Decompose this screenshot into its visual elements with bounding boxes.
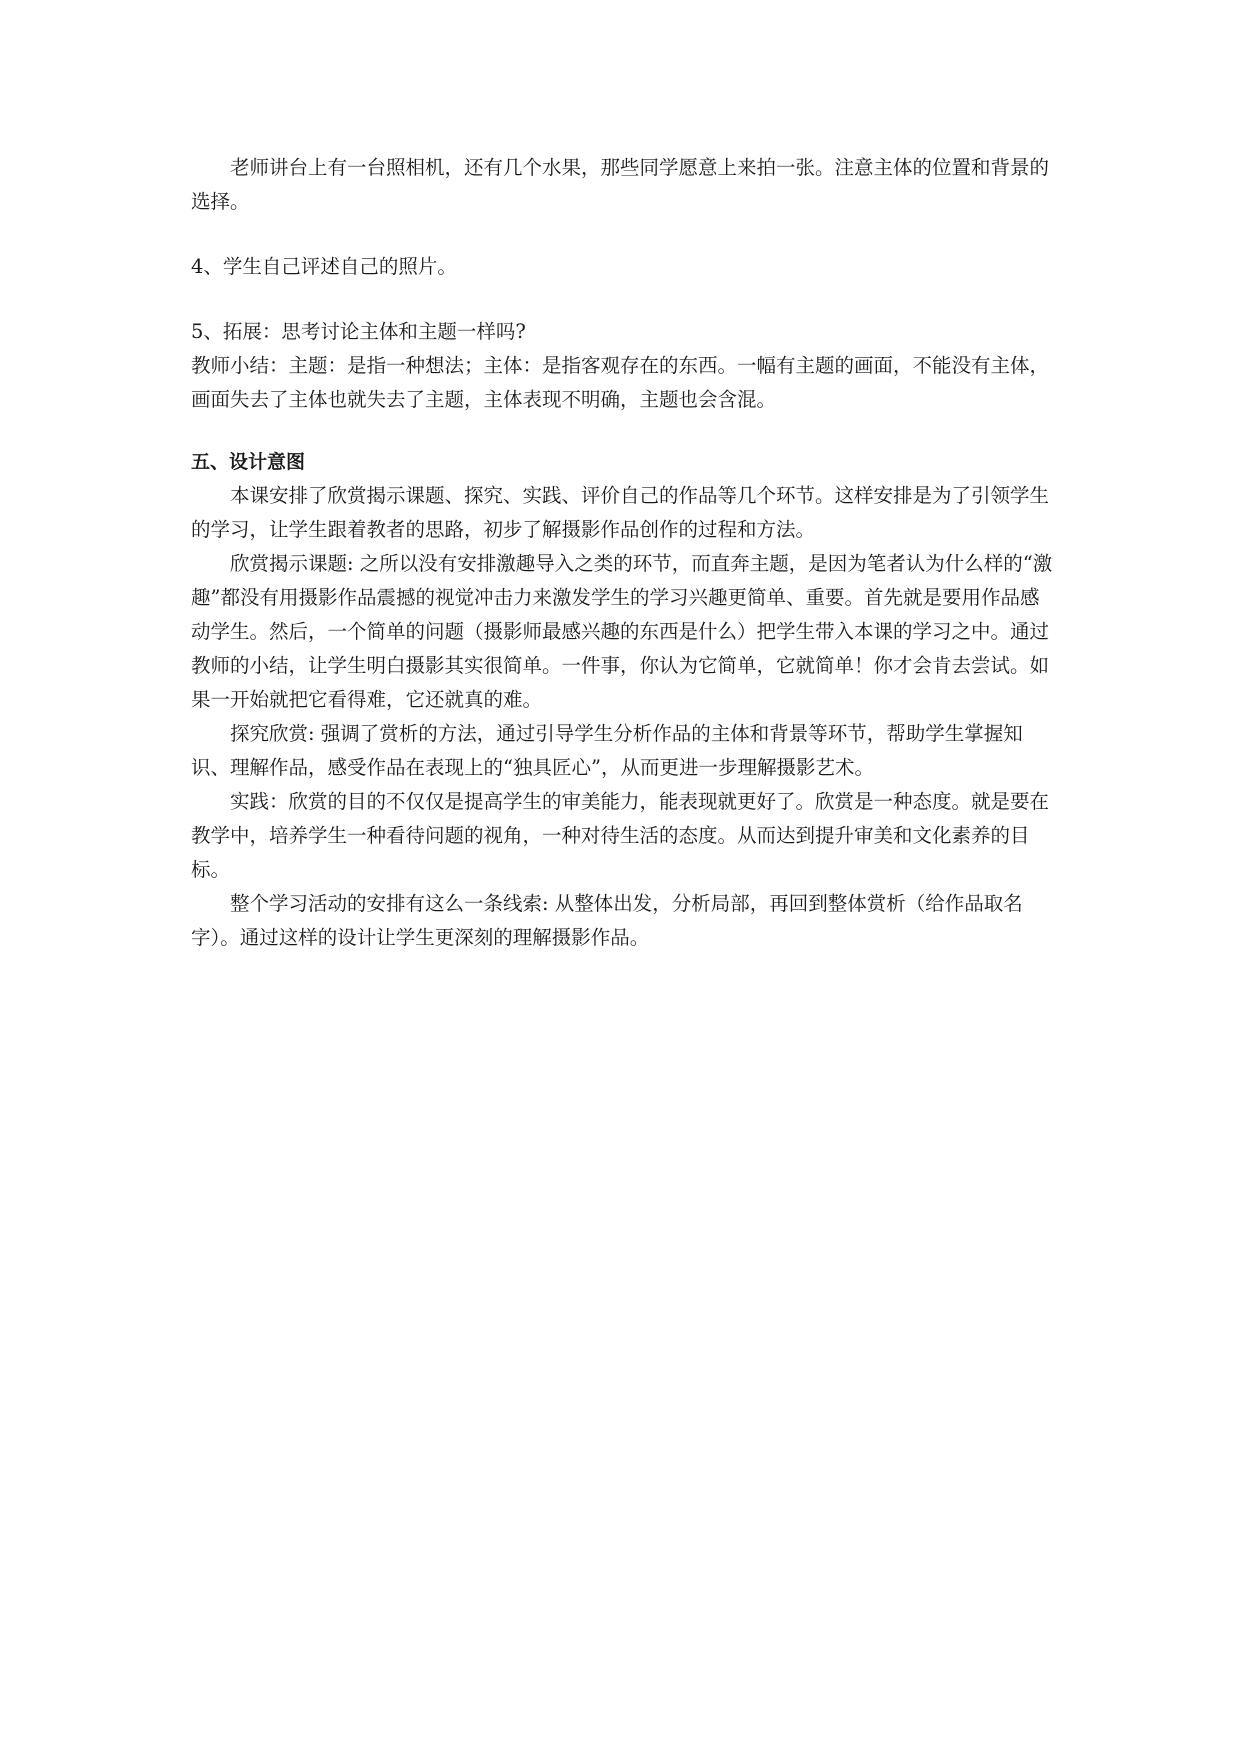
section-heading-design-intent: 五、设计意图: [191, 451, 306, 473]
paragraph-intro: 老师讲台上有一台照相机，还有几个水果，那些同学愿意上来拍一张。注意主体的位置和背景的选择。: [191, 156, 1050, 213]
paragraph-design-appreciation: 欣赏揭示课题: 之所以没有安排激趣导入之类的环节，而直奔主题，是因为笔者认为什么样的“激趣”都没有用摄影作品震撼的视觉冲击力来激发学生的学习兴趣更简单、重要。首先就是要用作品感动学生。然后，一个简单的问题（摄影师最感兴趣的东西是什么）把学生带入本课的学习之中。通过教师的小结，让学生明白摄影其实很简单。一件事，你认为它简单，它就简单！你才会肯去尝试。如果一开始就把它看得难，它还就真的难。: [191, 552, 1053, 711]
paragraph-design-thread: 整个学习活动的安排有这么一条线索: 从整体出发，分析局部，再回到整体赏析（给作品取名字）。通过这样的设计让学生更深刻的理解摄影作品。: [191, 892, 1023, 949]
paragraph-teacher-summary: 教师小结：主题：是指一种想法；主体：是指客观存在的东西。一幅有主题的画面，不能没有主体，画面失去了主体也就失去了主题，主体表现不明确，主题也会含混。: [191, 354, 1050, 411]
document-body: [191, 151, 1057, 955]
paragraph-design-overview: 本课安排了欣赏揭示课题、探究、实践、评价自己的作品等几个环节。这样安排是为了引领学生的学习，让学生跟着教者的思路，初步了解摄影作品创作的过程和方法。: [191, 484, 1050, 541]
paragraph-design-exploration: 探究欣赏: 强调了赏析的方法，通过引导学生分析作品的主体和背景等环节，帮助学生掌握知识、理解作品，感受作品在表现上的“独具匠心”，从而更进一步理解摄影艺术。: [191, 722, 1023, 779]
paragraph-step-4: 4、学生自己评述自己的照片。: [191, 255, 457, 278]
paragraph-step-5: 5、拓展：思考讨论主体和主题一样吗?: [191, 320, 526, 343]
paragraph-design-practice: 实践：欣赏的目的不仅仅是提高学生的审美能力，能表现就更好了。欣赏是一种态度。就是要在教学中，培养学生一种看待问题的视角，一种对待生活的态度。从而达到提升审美和文化素养的目标。: [191, 790, 1050, 881]
